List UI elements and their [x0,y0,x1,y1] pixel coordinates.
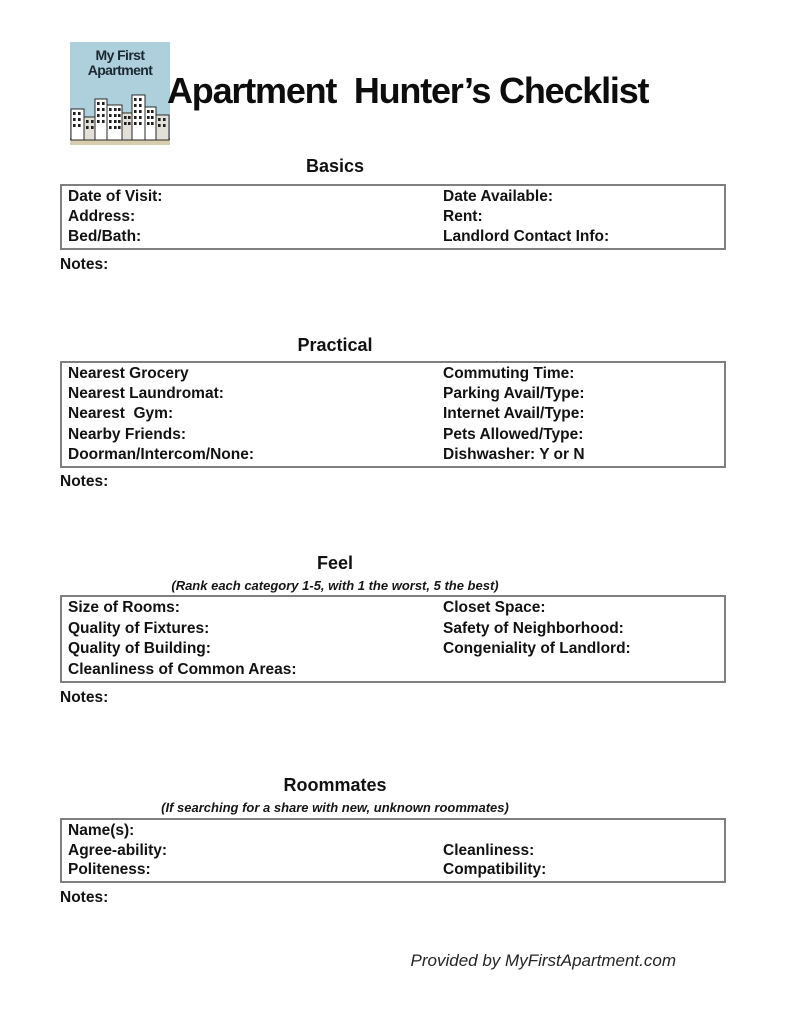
field-row [62,620,724,638]
field-row [62,822,724,840]
section-subtitle-roommates: (If searching for a share with new, unknown roommates) [161,800,509,815]
field-label-commuting-time: Commuting Time: [443,365,575,383]
notes-label-basics: Notes: [60,256,109,273]
field-row [62,842,724,860]
field-label-parking: Parking Avail/Type: [443,385,585,403]
logo-my-first-apartment [70,42,170,145]
field-label-names: Name(s): [68,821,135,839]
notes-label-feel: Notes: [60,689,109,706]
field-label-compatibility: Compatibility: [443,861,547,879]
field-label-nearby-friends: Nearby Friends: [68,425,187,443]
notes-label-practical: Notes: [60,473,109,490]
field-row [62,446,724,464]
field-label-nearest-laundromat: Nearest Laundromat: [68,385,224,403]
section-subtitle-feel: (Rank each category 1-5, with 1 the worst, 5 the best) [171,578,499,593]
checklist-box-roommates [60,818,726,883]
logo-text [70,48,170,78]
field-label-agree-ability: Agree-ability: [68,841,168,859]
field-label-address: Address: [68,208,136,225]
field-label-internet: Internet Avail/Type: [443,405,585,423]
checklist-box-basics [60,184,726,250]
field-label-nearest-gym: Nearest Gym: [68,405,174,423]
field-row [62,365,724,383]
field-row [62,385,724,403]
field-label-nearest-grocery: Nearest Grocery [68,365,189,383]
checklist-box-practical [60,361,726,468]
field-label-bed-bath: Bed/Bath: [68,228,142,245]
field-label-cleanliness-common-areas: Cleanliness of Common Areas: [68,660,297,678]
field-label-rent: Rent: [443,208,483,225]
section-heading-roommates: Roommates [283,775,387,795]
field-label-landlord-contact: Landlord Contact Info: [443,228,610,245]
field-row [62,861,724,879]
field-row [62,640,724,658]
field-label-safety-neighborhood: Safety of Neighborhood: [443,619,624,637]
section-heading-practical: Practical [297,335,373,355]
field-label-congeniality-landlord: Congeniality of Landlord: [443,640,631,658]
section-heading-basics: Basics [305,156,365,176]
field-row [62,599,724,617]
field-label-quality-building: Quality of Building: [68,640,211,658]
notes-label-roommates: Notes: [60,889,109,906]
field-label-dishwasher: Dishwasher: Y or N [443,445,585,463]
field-label-size-of-rooms: Size of Rooms: [68,599,180,617]
field-label-politeness: Politeness: [68,861,151,879]
logo-text-line1: My First [95,47,145,63]
section-heading-feel: Feel [316,553,354,573]
field-label-date-of-visit: Date of Visit: [68,188,163,205]
logo-text-line2: Apartment [87,62,153,78]
footer-credit: Provided by MyFirstApartment.com [410,951,676,970]
field-label-date-available: Date Available: [443,188,553,205]
field-label-pets-allowed: Pets Allowed/Type: [443,425,584,443]
field-label-quality-fixtures: Quality of Fixtures: [68,619,210,637]
field-label-closet-space: Closet Space: [443,599,546,617]
field-row [62,228,724,246]
field-row [62,426,724,444]
city-skyline-icon [70,87,170,145]
field-row [62,188,724,206]
field-label-doorman-intercom: Doorman/Intercom/None: [68,445,255,463]
checklist-box-feel [60,595,726,683]
field-row [62,208,724,226]
field-label-cleanliness: Cleanliness: [443,841,535,859]
page-title: Apartment Hunter’s Checklist [167,70,649,111]
field-row [62,661,724,679]
field-row [62,405,724,423]
